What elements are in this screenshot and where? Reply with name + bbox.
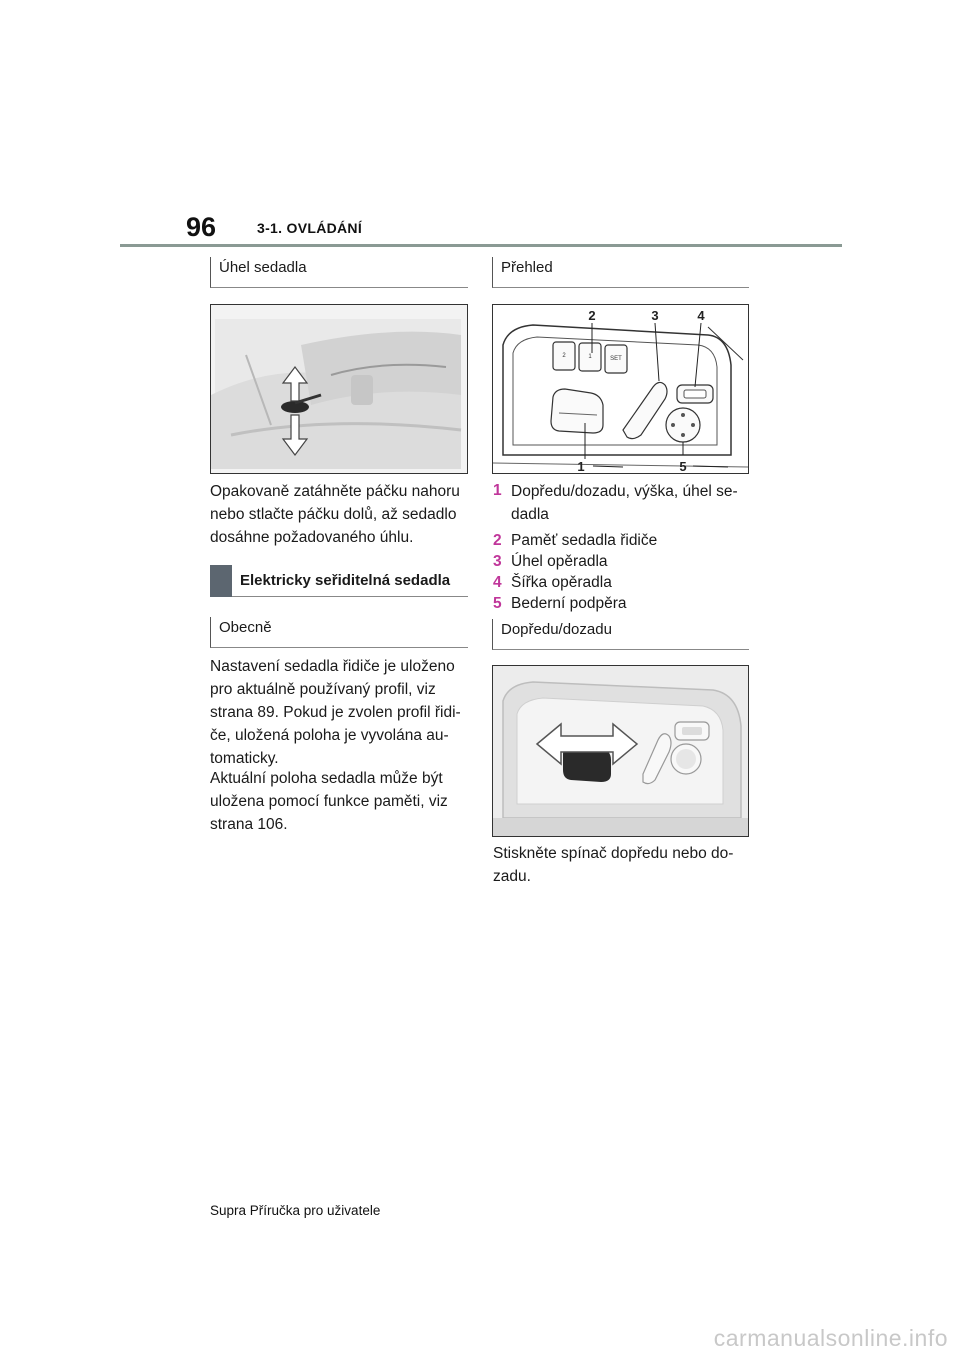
subhead-forward-backward: Dopředu/dozadu bbox=[492, 619, 749, 650]
legend-item bbox=[493, 551, 755, 572]
chapter-title: 3-1. OVLÁDÁNÍ bbox=[257, 220, 363, 236]
legend-text: Paměť sedadla řidiče bbox=[511, 532, 658, 549]
seat-angle-illustration bbox=[211, 305, 467, 473]
legend-number: 1 bbox=[493, 482, 502, 499]
callout-4: 4 bbox=[697, 308, 705, 323]
legend-item bbox=[493, 572, 755, 593]
header-rule bbox=[120, 244, 842, 247]
section-marker bbox=[210, 565, 232, 597]
subhead-overview: Přehled bbox=[492, 257, 749, 288]
general-paragraph-2: Aktuální poloha sedadla může být uložena pomocí funkce paměti, viz strana 106. bbox=[210, 770, 448, 833]
section-title: Elektricky seřiditelná sedadla bbox=[240, 572, 451, 589]
seat-controls-diagram bbox=[493, 305, 748, 473]
button-label-set: SET bbox=[610, 356, 622, 362]
overview-figure bbox=[492, 304, 749, 474]
legend-number: 5 bbox=[493, 595, 502, 612]
legend-number: 3 bbox=[493, 553, 502, 570]
forward-backward-figure bbox=[492, 665, 749, 837]
overview-legend bbox=[493, 480, 755, 614]
watermark: carmanualsonline.info bbox=[713, 1325, 948, 1351]
legend-number: 2 bbox=[493, 532, 502, 549]
callout-5: 5 bbox=[679, 459, 687, 473]
button-label-memory-1: 1 bbox=[588, 354, 592, 360]
seat-angle-figure bbox=[210, 304, 468, 474]
forward-backward-instruction: Stiskněte spínač dopředu nebo do-zadu. bbox=[493, 845, 734, 885]
legend-number: 4 bbox=[493, 574, 502, 591]
button-label-memory-2: 2 bbox=[562, 353, 566, 359]
legend-item bbox=[493, 480, 755, 526]
legend-item bbox=[493, 530, 755, 551]
forward-backward-illustration bbox=[493, 666, 748, 836]
general-paragraph-1: Nastavení sedadla řidiče je uloženo pro aktuálně používaný profil, viz strana 89. Pokud je zvolen profil řidi-če, uložená poloha je vyvolána au-tomaticky. bbox=[210, 658, 461, 767]
legend-text: Šířka opěradla bbox=[511, 574, 612, 591]
subhead-seat-angle: Úhel sedadla bbox=[210, 257, 468, 288]
seat-angle-instruction: Opakovaně zatáhněte páčku nahoru nebo stlačte páčku dolů, až sedadlo dosáhne požadovaného úhlu. bbox=[210, 483, 460, 546]
callout-2: 2 bbox=[588, 308, 596, 323]
legend-item bbox=[493, 593, 755, 614]
footer-text: Supra Příručka pro uživatele bbox=[210, 1203, 381, 1218]
page-number: 96 bbox=[186, 212, 217, 242]
legend-text: Dopředu/dozadu, výška, úhel se-dadla bbox=[511, 483, 738, 523]
callout-3: 3 bbox=[651, 308, 659, 323]
legend-text: Bederní podpěra bbox=[511, 595, 627, 612]
callout-1: 1 bbox=[577, 459, 585, 473]
subhead-general: Obecně bbox=[210, 617, 468, 648]
section-electric-seats bbox=[210, 565, 468, 597]
legend-text: Úhel opěradla bbox=[511, 553, 608, 570]
